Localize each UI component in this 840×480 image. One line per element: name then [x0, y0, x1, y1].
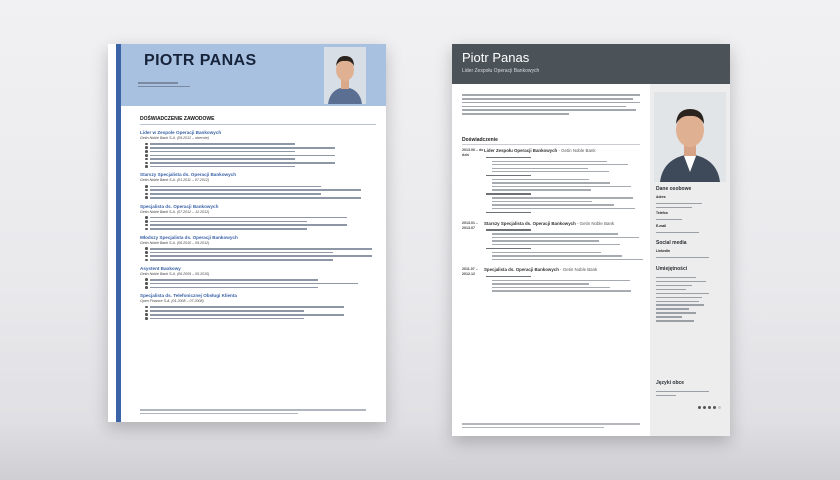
divider — [140, 124, 376, 125]
personal-heading: Dane osobowe — [656, 186, 692, 192]
job-title: Specjalista ds. Operacji Bankowych - Getin Noble Bank — [484, 267, 598, 273]
cv-template-blue[interactable] — [108, 44, 386, 422]
divider — [462, 144, 640, 145]
footer-clause — [140, 407, 366, 416]
job-bullet — [150, 314, 344, 316]
job-bullet — [150, 147, 335, 149]
job-bullet — [492, 290, 631, 291]
job-bullet — [150, 259, 333, 261]
job-title: Starszy Specjalista ds. Operacji Bankowych - Getin Noble Bank — [484, 220, 615, 226]
job-bullet — [150, 166, 295, 168]
job-bullet — [492, 280, 630, 281]
job-company: Getin Noble Bank S.A. (09.2012 – obecnie) — [140, 136, 209, 140]
email-value — [656, 229, 722, 236]
section-title: DOŚWIADCZENIE ZAWODOWE — [140, 116, 215, 122]
job-bullet — [150, 224, 347, 226]
job-bullet — [150, 252, 333, 254]
portrait-photo — [324, 47, 366, 104]
summary-text — [462, 92, 640, 117]
job-bullet — [150, 162, 335, 164]
job-bullet — [150, 306, 344, 308]
phone-label: Telefon — [656, 211, 668, 215]
job-bullet — [492, 197, 633, 198]
skills-list — [656, 274, 722, 324]
job-bullet — [150, 155, 335, 157]
job-bullet — [486, 229, 531, 230]
job-bullet — [150, 318, 304, 320]
job-bullet — [150, 197, 361, 199]
job-bullet — [486, 175, 531, 176]
job-bullet — [150, 186, 321, 188]
cv-name: Piotr Panas — [462, 50, 530, 65]
cv-subtitle: Lider Zespołu Operacji Bankowych — [462, 68, 540, 74]
section-title: Doświadczenie — [462, 137, 498, 143]
social-heading: Social media — [656, 240, 687, 246]
job-bullet — [150, 158, 295, 160]
job-title: Specjalista ds. Telefonicznej Obsługi Klienta — [140, 293, 237, 299]
job-entry — [462, 267, 646, 294]
job-company: Getin Noble Bank S.A. (06.2009 – 05.2010) — [140, 271, 210, 276]
job-title: Specjalista ds. Operacji Bankowych — [140, 203, 219, 209]
job-bullet — [150, 221, 307, 223]
skills-heading: Umiejętności — [656, 266, 688, 272]
job-bullet — [492, 244, 620, 245]
address-label: Adres — [656, 195, 666, 199]
job-bullet — [492, 179, 589, 180]
job-bullet — [150, 189, 361, 191]
job-bullet — [150, 255, 372, 257]
job-bullet — [492, 164, 628, 165]
languages-heading: Języki obce — [656, 380, 685, 386]
job-entry — [140, 172, 374, 198]
job-bullet — [486, 193, 531, 194]
job-entry — [140, 293, 374, 319]
job-dates: 2013.01 – 2013.07 — [462, 220, 478, 230]
job-bullet — [492, 287, 610, 288]
linkedin-label: LinkedIn — [656, 249, 670, 253]
job-bullet — [150, 279, 318, 281]
job-bullet — [492, 259, 643, 260]
job-dates: 2011.07 – 2012.12 — [462, 267, 478, 277]
job-company: Getin Noble Bank S.A. (07.2012 – 12.2012) — [140, 209, 210, 214]
job-bullet — [492, 182, 610, 183]
job-entry — [140, 204, 374, 230]
footer-clause — [462, 421, 640, 430]
job-company: Open Finance S.A. (01.2008 – 07.2008) — [140, 299, 204, 304]
contact-block — [138, 80, 190, 89]
job-company: Getin Noble Bank S.A. (06.2010 – 09.2012) — [140, 240, 210, 245]
job-bullet — [150, 248, 372, 250]
job-entry — [140, 235, 374, 261]
jobs-list — [140, 130, 374, 324]
jobs-list — [462, 148, 646, 299]
phone-value — [656, 216, 722, 223]
job-bullet — [150, 310, 304, 312]
email-label: E-mail — [656, 224, 667, 228]
job-bullet — [492, 201, 592, 202]
job-title: Lider w Zespole Operacji Bankowych — [140, 130, 222, 135]
address-value — [656, 200, 722, 211]
job-entry — [140, 130, 374, 167]
job-bullet — [492, 171, 609, 172]
job-company: - Getin Noble Bank — [558, 148, 596, 153]
job-bullet — [150, 193, 321, 195]
job-title: Asystent Bankowy — [140, 265, 181, 271]
job-entry — [462, 148, 646, 216]
job-bullet — [492, 252, 601, 253]
job-title: Lider Zespołu Operacji Bankowych - Getin Noble Bank — [484, 148, 596, 153]
job-bullet — [486, 248, 531, 249]
job-bullet — [486, 212, 531, 213]
job-bullet — [150, 287, 318, 289]
job-bullet — [492, 240, 599, 241]
job-bullet — [486, 276, 531, 277]
job-company: - Getin Noble Bank — [560, 267, 598, 273]
linkedin-value — [656, 254, 722, 261]
job-bullet — [150, 151, 295, 153]
job-bullet — [492, 189, 591, 190]
cv-name: PIOTR PANAS — [144, 52, 257, 69]
portrait-photo — [654, 92, 726, 182]
cv-template-dark[interactable] — [452, 44, 730, 436]
job-bullet — [492, 186, 631, 187]
job-bullet — [486, 157, 531, 158]
language-level-dots — [698, 406, 721, 409]
job-entry — [462, 221, 646, 262]
job-bullet — [492, 283, 589, 284]
job-bullet — [492, 255, 622, 256]
job-bullet — [492, 161, 607, 162]
job-bullet — [492, 204, 614, 205]
job-bullet — [492, 237, 639, 238]
job-bullet — [492, 233, 618, 234]
job-company: Getin Noble Bank S.A. (01.2011 – 07.2012) — [140, 178, 210, 183]
job-bullet — [492, 208, 635, 209]
job-bullet — [492, 168, 588, 169]
job-bullet — [150, 217, 347, 219]
job-dates: 2013.06 – do dziś — [462, 148, 484, 157]
job-bullet — [150, 228, 307, 230]
languages-list — [656, 388, 722, 399]
job-company: - Getin Noble Bank — [576, 220, 615, 226]
job-bullet — [150, 283, 358, 285]
job-bullet — [150, 143, 295, 145]
job-entry — [140, 266, 374, 288]
job-title: Młodszy Specjalista ds. Operacji Bankowych — [140, 234, 238, 240]
job-title: Starszy Specjalista ds. Operacji Bankowych — [140, 172, 236, 178]
